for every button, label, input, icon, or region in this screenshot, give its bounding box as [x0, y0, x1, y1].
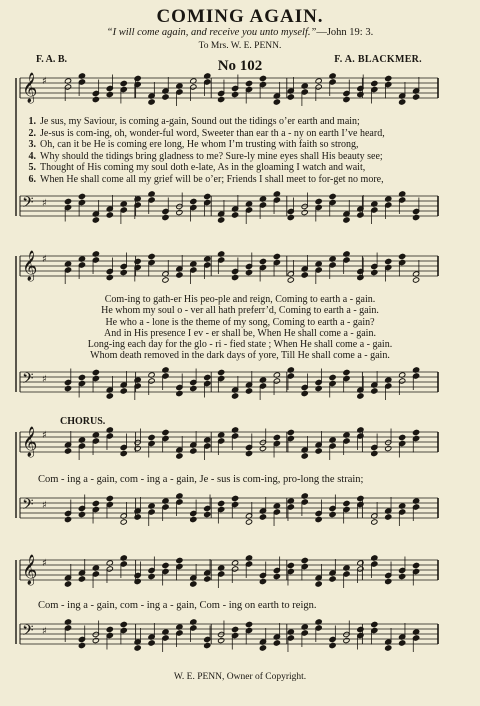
note-head	[371, 388, 378, 394]
note-head	[232, 495, 239, 501]
note-head	[78, 642, 85, 648]
sharp-icon: ♯	[42, 500, 47, 511]
bass-clef-icon: 𝄢	[22, 194, 34, 215]
note-head	[92, 369, 99, 375]
note-head	[106, 91, 113, 97]
dedication: To Mrs. W. E. PENN.	[198, 41, 282, 51]
note-head	[92, 96, 99, 102]
verse-line: He whom my soul o - ver all hath preferr’d, Coming to earth a - gain.	[101, 305, 379, 317]
composer-credit: F. A. BLACKMER.	[334, 54, 422, 65]
note-head	[245, 80, 252, 86]
note-head	[413, 277, 420, 283]
sharp-icon: ♯	[42, 374, 47, 385]
note-head	[273, 253, 280, 259]
note-head	[357, 91, 364, 97]
note-head	[371, 450, 378, 456]
note-head	[287, 94, 294, 100]
note-head	[259, 75, 266, 81]
note-head	[134, 514, 141, 520]
note-head	[315, 198, 322, 204]
chorus-label: CHORUS.	[60, 416, 106, 427]
sharp-icon: ♯	[42, 430, 47, 441]
note-head	[134, 445, 141, 451]
note-head	[301, 453, 308, 459]
note-head	[78, 576, 85, 582]
note-head	[64, 198, 71, 204]
sharp-icon: ♯	[42, 198, 47, 209]
note-head	[134, 75, 141, 81]
note-head	[273, 99, 280, 105]
verse-line: Com-ing to gath-er His peo-ple and reign, Coming to earth a - gain.	[104, 294, 376, 305]
note-head	[287, 277, 294, 283]
note-head	[190, 385, 197, 391]
note-head	[357, 274, 364, 280]
note-head	[259, 578, 266, 584]
note-head	[232, 393, 239, 399]
note-head	[287, 562, 294, 568]
note-head	[343, 96, 350, 102]
note-head	[232, 274, 239, 280]
note-head	[106, 626, 113, 632]
bass-clef-icon: 𝄢	[22, 370, 34, 391]
chorus-line-2: Com - ing a - gain, com - ing a - gain, Com - ing on earth to reign.	[38, 600, 317, 611]
note-head	[162, 214, 169, 220]
note-head	[399, 573, 406, 579]
note-head	[259, 645, 266, 651]
note-head	[176, 209, 183, 215]
note-head	[245, 269, 252, 275]
treble-clef-icon: 𝄞	[22, 251, 38, 281]
bass-clef-icon: 𝄢	[22, 496, 34, 517]
note-head	[190, 198, 197, 204]
note-head	[385, 578, 392, 584]
note-head	[371, 269, 378, 275]
note-head	[385, 445, 392, 451]
note-head	[399, 99, 406, 105]
note-head	[190, 581, 197, 587]
note-head	[148, 640, 155, 646]
note-head	[245, 450, 252, 456]
sharp-icon: ♯	[42, 254, 47, 265]
note-head	[413, 214, 420, 220]
note-head	[148, 253, 155, 259]
note-head	[273, 573, 280, 579]
note-head	[273, 640, 280, 646]
note-head	[204, 193, 211, 199]
note-head	[232, 91, 239, 97]
note-head	[399, 434, 406, 440]
note-head	[357, 626, 364, 632]
note-head	[259, 445, 266, 451]
note-head	[106, 393, 113, 399]
note-head	[329, 511, 336, 517]
note-head	[259, 514, 266, 520]
note-head	[134, 645, 141, 651]
note-head	[245, 519, 252, 525]
note-head	[245, 388, 252, 394]
note-head	[385, 75, 392, 81]
note-head	[218, 217, 225, 223]
note-head	[190, 448, 197, 454]
note-head	[413, 94, 420, 100]
verse-block-second-half	[20, 294, 460, 362]
verse-line: 1. Je sus, my Saviour, is coming a-gain, Sound out the tidings o’er earth and main;	[28, 116, 360, 127]
note-head	[399, 253, 406, 259]
note-head	[162, 94, 169, 100]
note-head	[176, 453, 183, 459]
note-head	[385, 514, 392, 520]
note-head	[64, 581, 71, 587]
note-head	[120, 269, 127, 275]
note-head	[301, 272, 308, 278]
note-head	[204, 511, 211, 517]
note-head	[92, 217, 99, 223]
note-head	[357, 212, 364, 218]
verse-line: He who a - lone is the theme of my song, Coming to earth a - gain?	[105, 316, 375, 328]
note-head	[120, 621, 127, 627]
note-head	[64, 448, 71, 454]
note-head	[176, 272, 183, 278]
note-head	[413, 562, 420, 568]
lyricist-credit: F. A. B.	[36, 54, 68, 65]
note-head	[385, 645, 392, 651]
note-head	[357, 495, 364, 501]
treble-clef-icon: 𝄞	[22, 427, 38, 457]
note-head	[78, 511, 85, 517]
note-head	[343, 369, 350, 375]
note-head	[106, 212, 113, 218]
note-head	[162, 429, 169, 435]
note-head	[176, 390, 183, 396]
verse-line: 6. When He shall come all my grief will be o’er; Friends I shall meet to for-get no more,	[28, 173, 384, 185]
note-head	[399, 640, 406, 646]
verse-line: Whom death removed in the dark days of yore, Till He shall come a - gain.	[90, 350, 390, 362]
note-head	[273, 434, 280, 440]
note-head	[301, 209, 308, 215]
hymn-title: COMING AGAIN.	[156, 6, 324, 27]
note-head	[329, 374, 336, 380]
note-head	[343, 637, 350, 643]
verse-line: 5. Thought of His coming my soul doth e-late, As in the gloaming I watch and wait,	[28, 162, 366, 173]
chorus-line-1: Com - ing a - gain, com - ing a - gain, Je - sus is com-ing, pro-long the strain;	[38, 474, 364, 485]
bass-clef-icon: 𝄢	[22, 622, 34, 643]
note-head	[148, 573, 155, 579]
treble-clef-icon: 𝄞	[22, 73, 38, 103]
note-head	[120, 450, 127, 456]
note-head	[148, 434, 155, 440]
note-head	[329, 193, 336, 199]
note-head	[162, 562, 169, 568]
sharp-icon: ♯	[42, 76, 47, 87]
note-head	[64, 516, 71, 522]
note-head	[204, 374, 211, 380]
note-head	[287, 429, 294, 435]
note-head	[218, 500, 225, 506]
note-head	[343, 217, 350, 223]
note-head	[301, 557, 308, 563]
verse-line: 2. Je-sus is com-ing, oh, wonder-ful word, Sweeter than ear th a - ny on earth I’ve heard,	[28, 127, 385, 139]
note-head	[232, 212, 239, 218]
note-head	[106, 495, 113, 501]
note-head	[357, 393, 364, 399]
note-head	[92, 500, 99, 506]
note-head	[315, 516, 322, 522]
sharp-icon: ♯	[42, 626, 47, 637]
verse-line: 4. Why should the tidings bring gladness to me? Sure-ly mine eyes shall His beauty see;	[28, 150, 383, 162]
note-head	[218, 637, 225, 643]
note-head	[301, 390, 308, 396]
note-head	[120, 80, 127, 86]
treble-clef-icon: 𝄞	[22, 555, 38, 585]
note-head	[148, 99, 155, 105]
note-head	[92, 637, 99, 643]
note-head	[204, 576, 211, 582]
note-head	[120, 388, 127, 394]
note-head	[176, 557, 183, 563]
note-head	[218, 96, 225, 102]
note-head	[162, 277, 169, 283]
verse-line: And in His presence I ev - er shall be, When He shall come a - gain.	[104, 327, 376, 339]
note-head	[287, 214, 294, 220]
note-head	[245, 621, 252, 627]
hymn-number: No 102	[217, 58, 263, 74]
note-head	[64, 385, 71, 391]
verse-block-first-half	[22, 116, 452, 185]
note-head	[78, 193, 85, 199]
note-head	[315, 581, 322, 587]
verse-line: 3. Oh, can it be He is coming ere long, He whom I’m trusting with faith so strong,	[28, 139, 359, 150]
note-head	[120, 519, 127, 525]
note-head	[218, 369, 225, 375]
note-head	[329, 642, 336, 648]
note-head	[329, 576, 336, 582]
note-head	[190, 516, 197, 522]
note-head	[371, 519, 378, 525]
epigraph-quote: “I will come again, and receive you unto myself.”	[106, 27, 317, 38]
note-head	[343, 500, 350, 506]
note-head	[371, 621, 378, 627]
note-head	[385, 258, 392, 264]
note-head	[204, 642, 211, 648]
note-head	[315, 385, 322, 391]
note-head	[78, 374, 85, 380]
note-head	[106, 274, 113, 280]
verse-line: Long-ing each day for the glo - ri - fied state ; When He shall come a - gain.	[87, 339, 393, 351]
note-head	[259, 258, 266, 264]
note-head	[413, 429, 420, 435]
copyright-notice: W. E. PENN, Owner of Copyright.	[173, 672, 307, 682]
epigraph-reference: —John 19: 3.	[316, 27, 374, 38]
note-head	[134, 578, 141, 584]
note-head	[232, 626, 239, 632]
sharp-icon: ♯	[42, 558, 47, 569]
note-head	[134, 258, 141, 264]
note-head	[371, 80, 378, 86]
note-head	[315, 448, 322, 454]
